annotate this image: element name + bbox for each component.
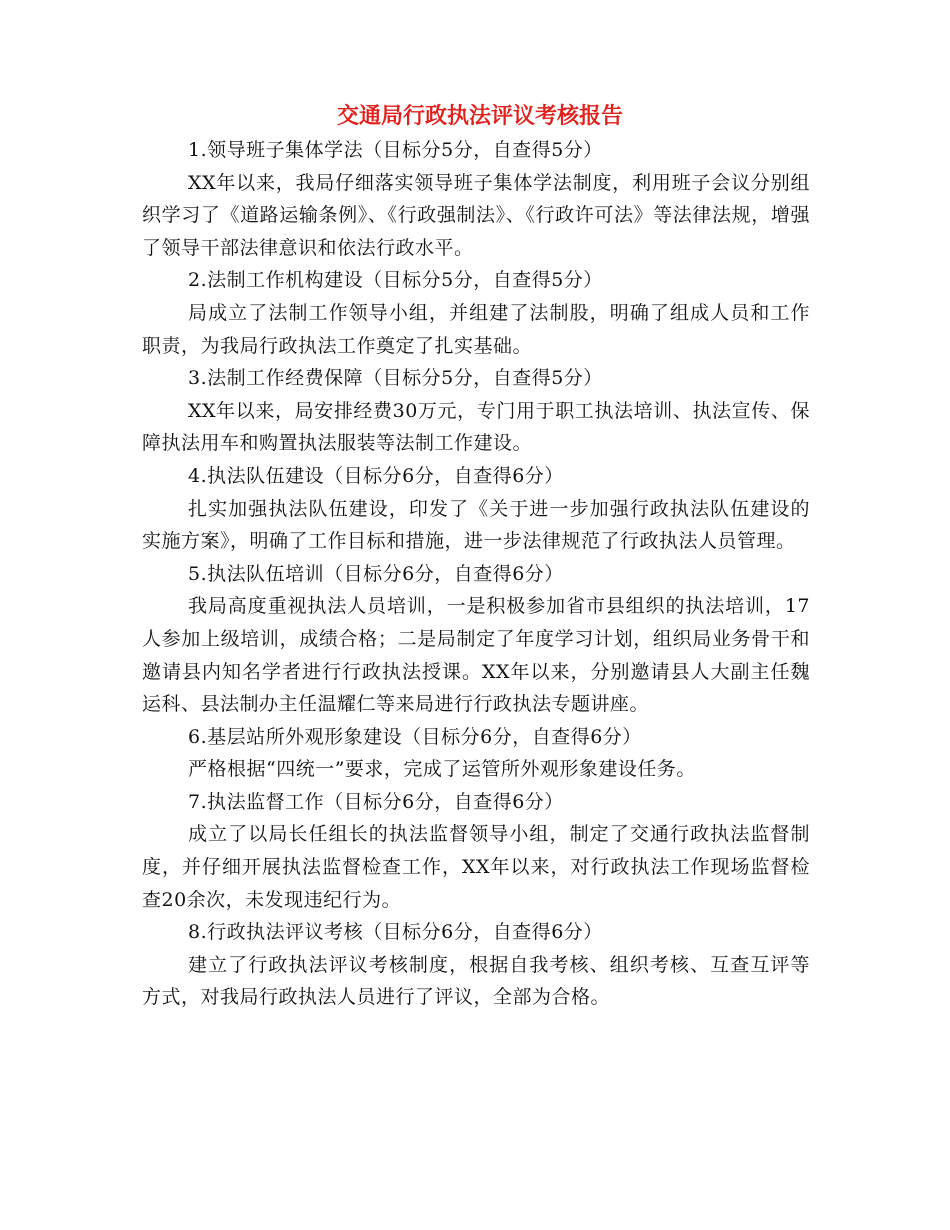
document-title: 交通局行政执法评议考核报告 (336, 103, 623, 129)
section-heading: 7.执法监督工作（目标分6分，自查得6分） (188, 790, 564, 813)
section-3 (142, 362, 810, 460)
section-5 (142, 558, 810, 721)
section-heading: 6.基层站所外观形象建设（目标分6分，自查得6分） (188, 725, 642, 748)
section-paragraph: 局成立了法制工作领导小组，并组建了法制股，明确了组成人员和工作职责，为我局行政执法工作奠定了扎实基础。 (142, 301, 810, 357)
section-heading: 4.执法队伍建设（目标分6分，自查得6分） (188, 464, 564, 487)
document-page (142, 100, 810, 1014)
section-paragraph: 成立了以局长任组长的执法监督领导小组，制定了交通行政执法监督制度，并仔细开展执法监督检查工作，XX年以来，对行政执法工作现场监督检查20余次，未发现违纪行为。 (142, 823, 810, 911)
section-paragraph: 扎实加强执法队伍建设，印发了《关于进一步加强行政执法队伍建设的实施方案》，明确了工作目标和措施，进一步法律规范了行政执法人员管理。 (142, 497, 810, 553)
section-1 (142, 134, 810, 264)
section-4 (142, 460, 810, 558)
section-paragraph: XX年以来，局安排经费30万元，专门用于职工执法培训、执法宣传、保障执法用车和购置执法服装等法制工作建设。 (142, 399, 810, 455)
section-7 (142, 786, 810, 916)
section-paragraph: 严格根据“四统一”要求，完成了运管所外观形象建设任务。 (188, 758, 696, 781)
section-2 (142, 264, 810, 362)
section-8 (142, 916, 810, 1014)
section-heading: 3.法制工作经费保障（目标分5分，自查得5分） (188, 367, 603, 390)
section-paragraph: 建立了行政执法评议考核制度，根据自我考核、组织考核、互查互评等方式，对我局行政执法人员进行了评议，全部为合格。 (142, 953, 810, 1009)
section-heading: 5.执法队伍培训（目标分6分，自查得6分） (188, 562, 564, 585)
section-6 (142, 721, 810, 786)
section-paragraph: 我局高度重视执法人员培训，一是积极参加省市县组织的执法培训，17人参加上级培训，成绩合格；二是局制定了年度学习计划，组织局业务骨干和邀请县内知名学者进行行政执法授课。XX年以来，分别邀请县人大副主任魏运科、县法制办主任温耀仁等来局进行行政执法专题讲座。 (142, 595, 810, 716)
section-heading: 8.行政执法评议考核（目标分6分，自查得6分） (188, 921, 603, 944)
section-paragraph: XX年以来，我局仔细落实领导班子集体学法制度，利用班子会议分别组织学习了《道路运输条例》、《行政强制法》、《行政许可法》等法律法规，增强了领导干部法律意识和依法行政水平。 (142, 171, 810, 259)
section-heading: 1.领导班子集体学法（目标分5分，自查得5分） (188, 139, 603, 161)
section-heading: 2.法制工作机构建设（目标分5分，自查得5分） (188, 269, 603, 292)
